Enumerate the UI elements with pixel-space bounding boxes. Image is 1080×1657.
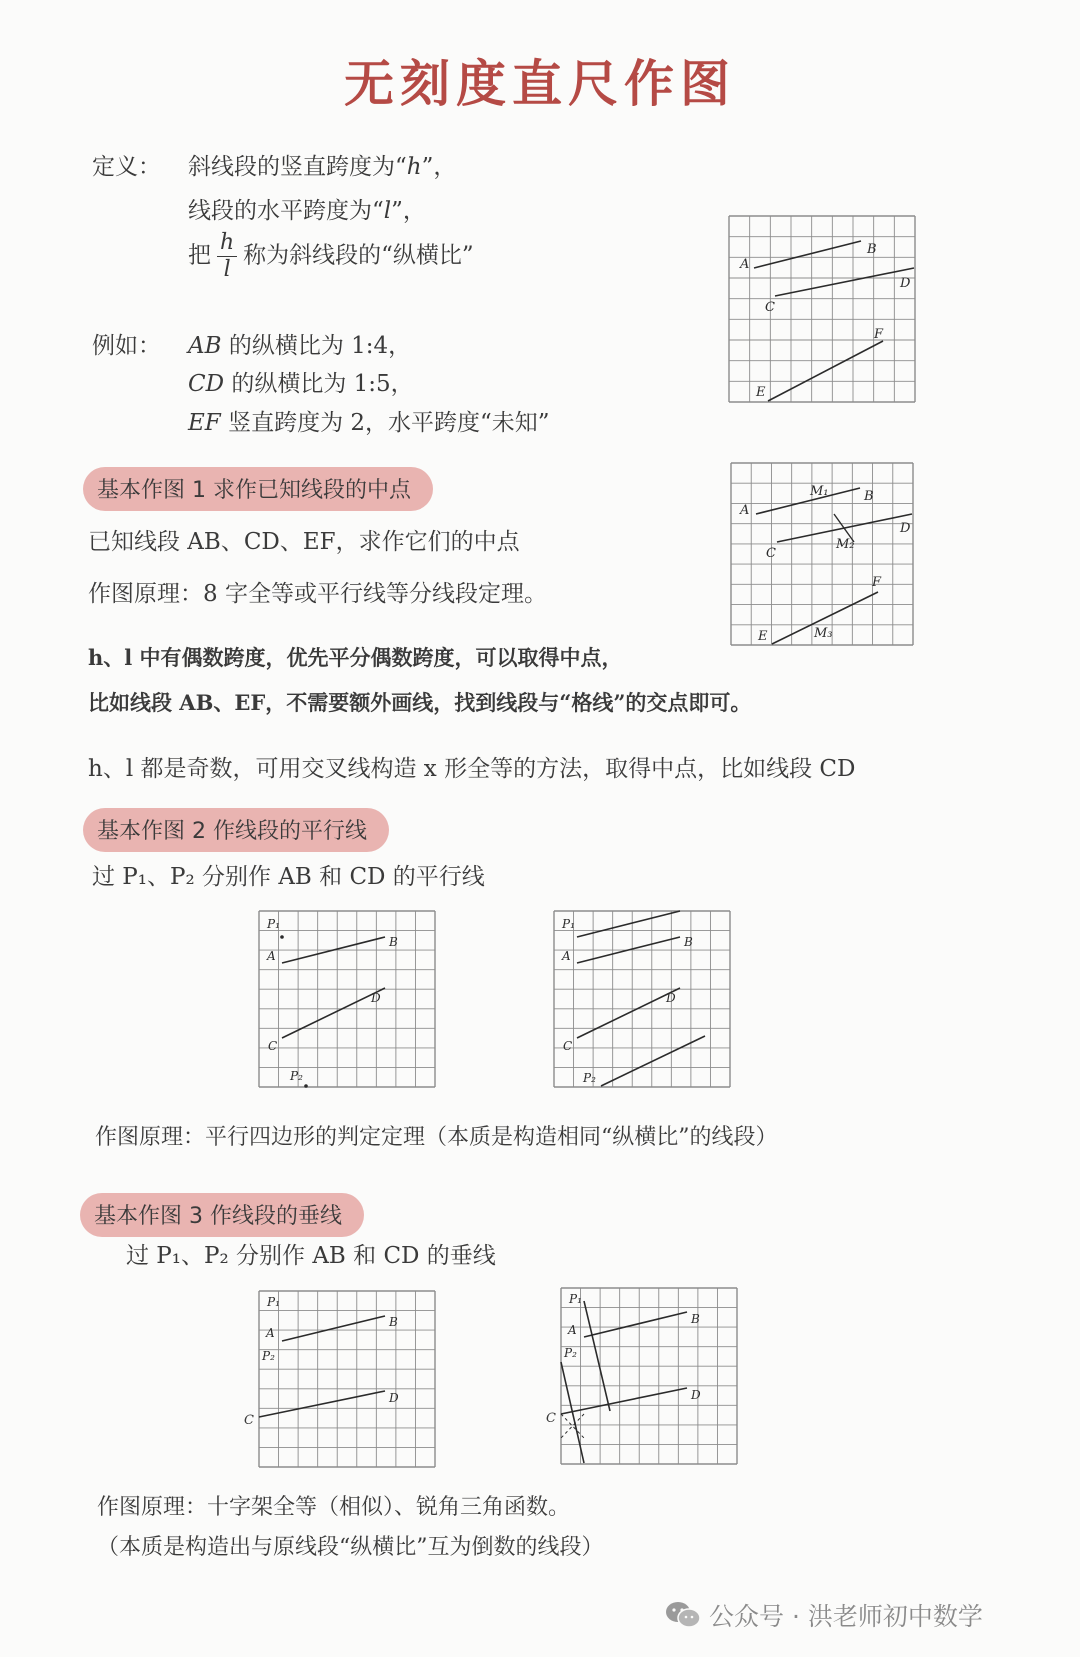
point-label-a: A — [562, 949, 571, 963]
point-label-m1: M₁ — [810, 484, 829, 499]
point-label-a: A — [568, 1323, 577, 1337]
point-label-a: A — [266, 1326, 275, 1340]
definition-line-1-pre: 斜线段的竖直跨度为“ — [188, 154, 407, 180]
section-1-line-1: 已知线段 AB、CD、EF，求作它们的中点 — [88, 529, 520, 555]
section-3-heading: 基本作图 3 作线段的垂线 — [80, 1193, 364, 1237]
section-1-heading: 基本作图 1 求作已知线段的中点 — [83, 467, 433, 511]
example-label: 例如： — [92, 333, 161, 359]
point-label-d: D — [666, 991, 676, 1005]
perpendicular-through-p1 — [584, 1301, 610, 1411]
grid-lines — [259, 911, 435, 1087]
definition-line-3 — [188, 232, 474, 281]
point-p1 — [280, 935, 284, 939]
example-line-3 — [188, 404, 550, 437]
grid-lines — [554, 911, 730, 1087]
definition-line-3-pre: 把 — [188, 242, 211, 269]
watermark — [665, 1597, 983, 1633]
definition-line-2-post: ”， — [391, 198, 426, 224]
definition-line-2 — [188, 192, 426, 225]
point-label-a: A — [267, 949, 276, 963]
definition-line-1 — [188, 148, 456, 181]
fraction-numerator: h — [217, 232, 237, 257]
figure-perpendicular-solution — [560, 1287, 740, 1467]
section-3-line-1: 过 P₁、P₂ 分别作 AB 和 CD 的垂线 — [126, 1243, 496, 1269]
section-2-line-1: 过 P₁、P₂ 分别作 AB 和 CD 的平行线 — [92, 864, 485, 890]
definition-line-2-pre: 线段的水平跨度为“ — [188, 198, 384, 224]
point-label-d: D — [900, 276, 911, 291]
example-ab: AB — [188, 333, 222, 359]
point-label-p1: P₁ — [569, 1292, 582, 1306]
point-label-b: B — [389, 1315, 398, 1329]
grid-lines — [729, 216, 915, 402]
point-label-c: C — [268, 1039, 278, 1053]
point-p2 — [304, 1084, 308, 1088]
point-label-b: B — [867, 242, 877, 257]
figure-parallel-given — [258, 910, 438, 1090]
segment-ab — [282, 1316, 385, 1341]
section-1-line-2: 作图原理：8 字全等或平行线等分线段定理。 — [88, 581, 547, 607]
definition-l: l — [383, 198, 392, 224]
grid-lines — [259, 1291, 435, 1467]
example-ef: EF — [188, 410, 221, 436]
point-label-b: B — [691, 1312, 700, 1326]
definition-label: 定义： — [92, 154, 161, 180]
example-cd: CD — [188, 371, 225, 397]
section-1-line-4: 比如线段 AB、EF，不需要额外画线，找到线段与“格线”的交点即可。 — [88, 690, 752, 715]
segment-ab — [584, 1312, 687, 1337]
definition-line-1-post: ”， — [421, 154, 457, 180]
watermark-text: 公众号 · 洪老师初中数学 — [709, 1602, 983, 1631]
point-label-f: F — [874, 327, 884, 342]
wechat-icon — [665, 1601, 701, 1629]
segment-ef — [768, 341, 883, 401]
example-line-3-text: 竖直跨度为 2，水平跨度“未知” — [228, 410, 550, 436]
definition-line-3-post: 称为斜线段的“纵横比” — [243, 242, 474, 269]
point-label-b: B — [684, 935, 693, 949]
perp-solution-label-c: C — [546, 1411, 556, 1426]
point-label-m3: M₃ — [814, 626, 833, 641]
point-label-p2: P₂ — [583, 1071, 596, 1085]
point-label-a: A — [740, 257, 750, 272]
point-label-c: C — [766, 546, 776, 561]
point-label-d: D — [389, 1391, 399, 1405]
point-label-e: E — [756, 385, 766, 400]
point-label-d: D — [691, 1388, 701, 1402]
point-label-p1: P₁ — [267, 1295, 280, 1309]
point-label-e: E — [758, 629, 768, 644]
segment-cd — [577, 988, 680, 1038]
figure-definition-grid — [728, 215, 918, 405]
section-3-principle-2: （本质是构造出与原线段“纵横比”互为倒数的线段） — [97, 1535, 604, 1560]
figure-parallel-solution — [553, 910, 733, 1090]
point-label-d: D — [371, 991, 381, 1005]
point-label-c: C — [563, 1039, 573, 1053]
point-label-p2: P₂ — [564, 1346, 577, 1360]
example-line-1 — [188, 327, 411, 360]
example-line-2 — [188, 365, 414, 398]
fraction-denominator: l — [223, 257, 231, 282]
example-line-2-text: 的纵横比为 1:5， — [231, 371, 414, 397]
example-line-1-text: 的纵横比为 1:4， — [228, 333, 412, 359]
definition-h: h — [406, 154, 422, 180]
perp-given-label-c: C — [244, 1413, 254, 1428]
section-1-line-3: h、l 中有偶数跨度，优先平分偶数跨度，可以取得中点， — [88, 645, 623, 670]
segment-cd — [561, 1388, 687, 1414]
segment-cd — [282, 988, 385, 1038]
section-2-principle: 作图原理：平行四边形的判定定理（本质是构造相同“纵横比”的线段） — [95, 1125, 778, 1150]
point-label-b: B — [864, 489, 874, 504]
figure-midpoint-grid — [730, 462, 920, 652]
segment-cd — [259, 1391, 385, 1417]
point-label-a: A — [740, 503, 750, 518]
point-label-p1: P₁ — [562, 917, 575, 931]
parallel-through-p2 — [601, 1036, 705, 1086]
figure-perpendicular-given — [258, 1290, 438, 1470]
point-label-b: B — [389, 935, 398, 949]
page-title: 无刻度直尺作图 — [344, 54, 736, 113]
parallel-through-p1 — [577, 911, 680, 937]
segment-cd — [775, 268, 914, 296]
point-label-f: F — [872, 575, 882, 590]
point-label-d: D — [900, 521, 911, 536]
point-label-c: C — [765, 300, 775, 315]
point-label-p1: P₁ — [267, 917, 280, 931]
ratio-fraction — [217, 232, 237, 281]
point-label-p2: P₂ — [290, 1069, 303, 1083]
section-2-heading: 基本作图 2 作线段的平行线 — [83, 808, 389, 852]
point-label-m2: M₂ — [836, 537, 855, 552]
point-label-p2: P₂ — [262, 1349, 275, 1363]
section-1-line-5: h、l 都是奇数，可用交叉线构造 x 形全等的方法，取得中点，比如线段 CD — [88, 756, 856, 782]
section-3-principle-1: 作图原理：十字架全等（相似）、锐角三角函数。 — [97, 1495, 571, 1520]
